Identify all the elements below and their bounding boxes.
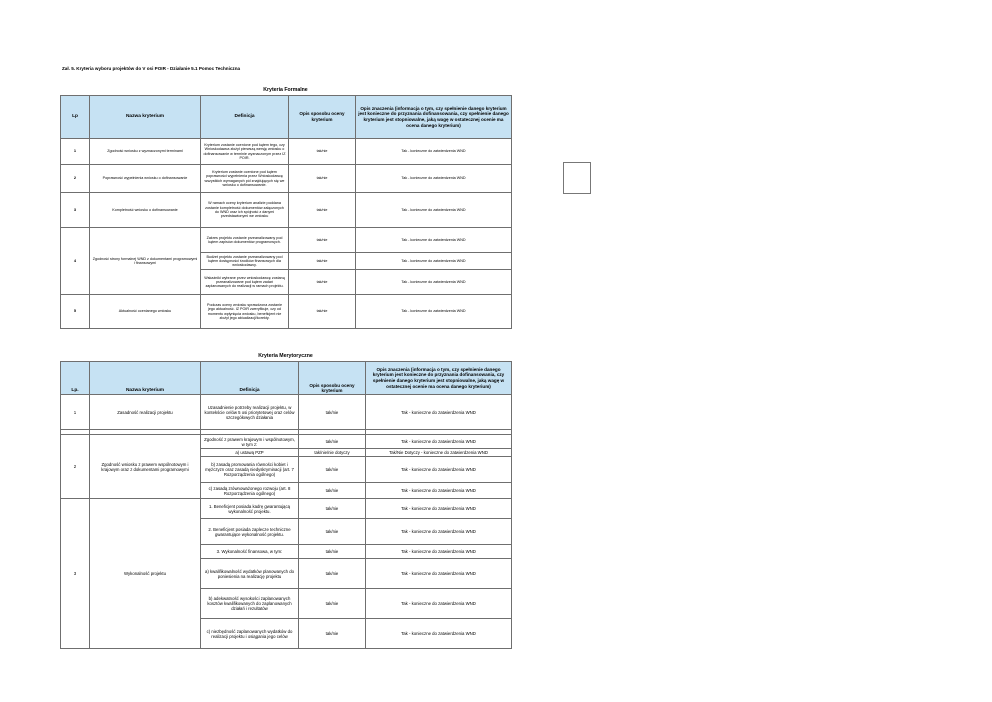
row-definition: 3. Wykonalność finansowa, w tym:: [201, 545, 299, 559]
row-method: tak/nie/nie dotyczy: [299, 449, 366, 457]
row-name: Poprawność wypełnienia wniosku o dofinansowanie: [90, 165, 201, 193]
row-method: tak/nie: [299, 483, 366, 499]
table-row: [61, 395, 512, 430]
row-definition: c) niezbędność zaplanowanych wydatków do realizacji projektu i osiągania jego celów: [201, 619, 299, 649]
row-significance: Tak - konieczne do zatwierdzenia WND: [356, 193, 512, 228]
row-lp: 2: [61, 165, 90, 193]
merit-criteria-table: [60, 361, 512, 649]
table-header-row: [61, 362, 512, 395]
header-lp: Lp.: [61, 362, 90, 395]
row-name: Zgodność wniosku z wyznaczonymi terminami: [90, 139, 201, 165]
header-name: Nazwa kryterium: [90, 96, 201, 139]
row-significance: Tak - konieczne do zatwierdzenia WND: [366, 435, 512, 449]
row-definition: a) kwalifikowalność wydatków planowanych do poniesienia na realizację projektu: [201, 559, 299, 589]
row-method: tak/nie: [299, 395, 366, 430]
row-significance: Tak - konieczne do zatwierdzenia WND: [356, 165, 512, 193]
row-method: tak/nie: [299, 545, 366, 559]
row-significance: Tak - konieczne do zatwierdzenia WND: [366, 499, 512, 519]
row-significance: Tak - konieczne do zatwierdzenia WND: [366, 457, 512, 483]
table-row: [61, 193, 512, 228]
merit-section-title: Kryteria Merytoryczne: [258, 353, 313, 359]
row-lp: 2: [61, 435, 90, 499]
side-box: [563, 162, 591, 194]
row-significance: Tak - konieczne do zatwierdzenia WND: [356, 295, 512, 329]
row-name: Zgodność strony formalnej WND z dokumentami programowymi i finansowymi: [90, 228, 201, 295]
header-method: Opis sposobu oceny kryterium: [299, 362, 366, 395]
row-lp: 1: [61, 139, 90, 165]
row-method: tak/nie: [289, 270, 356, 295]
row-significance: Tak - konieczne do zatwierdzenia WND: [366, 519, 512, 545]
row-significance: Tak - konieczne do zatwierdzenia WND: [366, 545, 512, 559]
table-row: [61, 165, 512, 193]
row-definition: Wskaźniki wybrane przez wnioskodawcę zostaną przeanalizowane pod kątem zadań zaplanowanych do realizacji w ramach projektu.: [201, 270, 289, 295]
row-lp: 1: [61, 395, 90, 430]
row-definition: Uzasadnienie potrzeby realizacji projektu, w kontekście celów 5 osi priorytetowej oraz celów szczegółowych działania: [201, 395, 299, 430]
row-lp: 4: [61, 228, 90, 295]
row-method: tak/nie: [299, 559, 366, 589]
row-significance: Tak - konieczne do zatwierdzenia WND: [366, 483, 512, 499]
row-definition: Kryterium zostanie ocenione pod kątem tego, czy Wnioskodawca złożył pierwszą wersję wniosku o dofinansowanie w terminie wyznaczonym przez IZ POIR.: [201, 139, 289, 165]
row-name: Zgodność wniosku z prawem wspólnotowym i krajowym oraz z dokumentami programowymi: [90, 435, 201, 499]
header-significance: Opis znaczenia (informacja o tym, czy spełnienie danego kryterium jest konieczne do przyznania dofinansowania, czy spełnienie danego kryterium jest stopniowalne, jaką wagę w ostatecznej ocenie ma ocena danego kryterium): [356, 96, 512, 139]
row-name: Kompletność wniosku o dofinansowanie: [90, 193, 201, 228]
row-method: tak/nie: [299, 619, 366, 649]
document-title: Zał. 5. Kryteria wyboru projektów do V osi POIR - Działanie 5.1 Pomoc Techniczna: [62, 66, 241, 71]
header-lp: Lp: [61, 96, 90, 139]
row-name: Zasadność realizacji projektu: [90, 395, 201, 430]
row-method: tak/nie: [289, 193, 356, 228]
row-significance: Tak - konieczne do zatwierdzenia WND: [366, 559, 512, 589]
row-method: tak/nie: [299, 589, 366, 619]
row-name: Wykonalność projektu: [90, 499, 201, 649]
row-method: tak/nie: [299, 435, 366, 449]
row-method: tak/nie: [289, 139, 356, 165]
row-method: tak/nie: [299, 519, 366, 545]
row-significance: Tak - konieczne do zatwierdzenia WND: [366, 395, 512, 430]
row-definition: W ramach oceny kryterium analizie poddana zostanie kompletność dokumentów załączonych do WND oraz ich spójność z danymi przedstawionymi we wniosku: [201, 193, 289, 228]
table-row: [61, 295, 512, 329]
row-lp: 3: [61, 193, 90, 228]
row-name: Aktualność ocenianego wniosku: [90, 295, 201, 329]
row-method: tak/nie: [289, 228, 356, 253]
row-definition: Zgodność z prawem krajowym i wspólnotowym, w tym z:: [201, 435, 299, 449]
row-definition: Budżet projektu zostanie przeanalizowany pod kątem dostępności środków finansowych dla wnioskodawcy.: [201, 253, 289, 270]
row-definition: c) zasadą zrównoważonego rozwoju (art. 8 Rozporządzenia ogólnego): [201, 483, 299, 499]
row-method: tak/nie: [289, 165, 356, 193]
table-row: [61, 435, 512, 449]
formal-section-title: Kryteria Formalne: [263, 87, 308, 93]
row-definition: 2. Beneficjent posiada zaplecze techniczne gwarantujące wykonalność projektu.: [201, 519, 299, 545]
row-definition: 1. Beneficjent posiada kadrę gwarantującą wykonalność projektu.: [201, 499, 299, 519]
row-lp: 5: [61, 295, 90, 329]
header-definition: Definicja: [201, 96, 289, 139]
header-definition: Definicja: [201, 362, 299, 395]
row-definition: Zakres projektu zostanie przeanalizowany pod kątem zapisów dokumentów programowych.: [201, 228, 289, 253]
row-definition: Podczas oceny wniosku sprawdzona zostanie jego aktualność. IZ POIR zweryfikuje, czy od momentu wpłynięcia wniosku, beneficjent nie złożył jego aktualizacji/korekty.: [201, 295, 289, 329]
table-row: [61, 139, 512, 165]
row-significance: Tak - konieczne do zatwierdzenia WND: [356, 270, 512, 295]
row-significance: Tak - konieczne do zatwierdzenia WND: [356, 139, 512, 165]
table-header-row: [61, 96, 512, 139]
row-definition: b) zasadą promowania równości kobiet i mężczyzn oraz zasadą niedyskryminacji (art. 7 Rozporządzenia ogólnego): [201, 457, 299, 483]
row-definition: a) ustawą PZP: [201, 449, 299, 457]
row-significance: Tak - konieczne do zatwierdzenia WND: [366, 589, 512, 619]
row-significance: Tak - konieczne do zatwierdzenia WND: [356, 228, 512, 253]
row-method: tak/nie: [289, 253, 356, 270]
row-significance: Tak - konieczne do zatwierdzenia WND: [366, 619, 512, 649]
row-significance: Tak/Nie Dotyczy - konieczne do zatwierdzenia WND: [366, 449, 512, 457]
formal-criteria-table: [60, 95, 512, 329]
row-definition: b) adekwatność wysokości zaplanowanych kosztów kwalifikowanych do zaplanowanych działań i rezultatów: [201, 589, 299, 619]
row-method: tak/nie: [299, 499, 366, 519]
row-method: tak/nie: [299, 457, 366, 483]
header-significance: Opis znaczenia (informacja o tym, czy spełnienie danego kryterium jest konieczne do przyznania dofinansowania, czy spełnienie danego kryterium jest stopniowalne, jaką wagę w ostatecznej ocenie ma ocena danego kryterium): [366, 362, 512, 395]
row-lp: 3: [61, 499, 90, 649]
row-significance: Tak - konieczne do zatwierdzenia WND: [356, 253, 512, 270]
table-row: [61, 228, 512, 253]
row-definition: Kryterium zostanie ocenione pod kątem poprawności wypełnienia przez Wnioskodawcę wszystkich wymaganych pól znajdujących się we wniosku o dofinansowanie.: [201, 165, 289, 193]
row-method: tak/nie: [289, 295, 356, 329]
header-name: Nazwa kryterium: [90, 362, 201, 395]
header-method: Opis sposobu oceny kryterium: [289, 96, 356, 139]
table-row: [61, 499, 512, 519]
